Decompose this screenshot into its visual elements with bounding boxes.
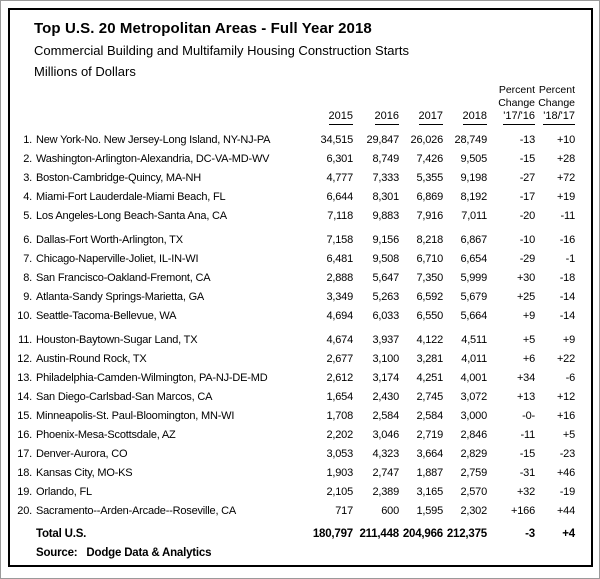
metro-name: Seattle-Tacoma-Bellevue, WA [36,310,177,322]
value-2018: 2,302 [460,505,487,517]
total-label: Total U.S. [36,528,87,540]
value-2018: 5,664 [460,310,487,322]
value-2017: 3,281 [416,353,443,365]
value-2015: 34,515 [320,134,353,146]
pct-label-line2: Change [498,97,535,109]
value-2017: 6,550 [416,310,443,322]
data-table-frame [8,8,593,567]
pct-change-18-17: +44 [556,505,575,517]
metro-rank: 2. [23,153,32,165]
value-2017: 7,426 [416,153,443,165]
pct-change-18-17: +28 [556,153,575,165]
table-row [17,483,575,502]
value-2015: 2,888 [326,272,353,284]
metro-name: Philadelphia-Camden-Wilmington, PA-NJ-DE-MD [36,372,268,384]
value-2018: 5,999 [460,272,487,284]
pct-change-17-16: +9 [522,310,535,322]
value-2018: 6,654 [460,253,487,265]
page-subtitle: Commercial Building and Multifamily Housing Construction Starts [34,43,409,58]
metro-rank: 7. [23,253,32,265]
value-2018: 3,072 [460,391,487,403]
metro-rank: 1. [23,134,32,146]
pct-change-18-17: +46 [556,467,575,479]
value-2017: 1,595 [416,505,443,517]
page-title: Top U.S. 20 Metropolitan Areas - Full Year 2018 [34,20,372,37]
value-2018: 4,011 [461,353,487,365]
pct-change-18-17: -19 [559,486,575,498]
pct-change-17-16: +166 [511,505,535,517]
pct-change-18-17: +16 [556,410,575,422]
value-2017: 8,218 [416,234,443,246]
value-2015: 717 [335,505,353,517]
pct-change-17-16: -15 [519,153,535,165]
value-2016: 9,883 [372,210,399,222]
value-2016: 3,046 [372,429,399,441]
metro-name: Sacramento--Arden-Arcade--Roseville, CA [36,505,237,517]
value-2016: 9,508 [372,253,399,265]
metro-name: Dallas-Fort Worth-Arlington, TX [36,234,183,246]
value-2015: 3,349 [326,291,353,303]
value-2017: 2,745 [416,391,443,403]
value-2017: 2,584 [416,410,443,422]
table-row [17,388,575,407]
value-2016: 600 [381,505,399,517]
pct-change-17-16: +32 [516,486,535,498]
metro-rank: 6. [23,234,32,246]
pct-change-17-16: -13 [519,134,535,146]
value-2015: 4,694 [326,310,353,322]
metro-name: Denver-Aurora, CO [36,448,128,460]
pct-change-18-17: -1 [565,253,575,265]
pct-change-17-16: +25 [516,291,535,303]
table-row [17,207,575,226]
value-2017: 4,251 [416,372,443,384]
metro-rank: 16. [17,429,32,441]
value-2018: 4,001 [460,372,487,384]
pct-change-17-16: -11 [520,429,535,441]
source-value: Dodge Data & Analytics [86,547,212,559]
pct-change-18-17: +22 [556,353,575,365]
value-2015: 7,158 [326,234,353,246]
value-2015: 2,202 [326,429,353,441]
pct-change-17-16: +30 [516,272,535,284]
table-header-row [17,84,575,125]
value-2015: 6,644 [326,191,353,203]
value-2015: 1,903 [326,467,353,479]
value-2018: 5,679 [460,291,487,303]
value-2016: 3,174 [372,372,399,384]
column-header-pct-change-17-16 [487,84,535,125]
metro-name: Austin-Round Rock, TX [36,353,147,365]
metro-rank: 19. [17,486,32,498]
pct-change-18-17: +19 [556,191,575,203]
metro-name: Chicago-Naperville-Joliet, IL-IN-WI [36,253,199,265]
value-2017: 6,869 [416,191,443,203]
value-2015: 6,301 [326,153,353,165]
value-2016: 6,033 [372,310,399,322]
pct-change-18-17: -23 [559,448,575,460]
value-2015: 4,674 [326,334,353,346]
metro-rank: 14. [17,391,32,403]
pct-change-18-17: -18 [559,272,575,284]
pct-change-17-16: -17 [519,191,535,203]
pct-label-line1: Percent [498,84,535,96]
table-row [17,369,575,388]
metro-name: Orlando, FL [36,486,92,498]
pct-period-label: '18/'17 [543,110,575,125]
value-2015: 2,677 [326,353,353,365]
value-2018: 2,846 [460,429,487,441]
value-2018: 3,000 [460,410,487,422]
value-2018: 2,759 [460,467,487,479]
units-label: Millions of Dollars [34,64,136,79]
value-2016: 8,301 [372,191,399,203]
value-2015: 2,612 [326,372,353,384]
value-2017: 1,887 [416,467,443,479]
pct-change-17-16: -27 [519,172,535,184]
pct-change-18-17: +9 [562,334,575,346]
value-2017: 3,165 [416,486,443,498]
source-label: Source: [36,547,78,559]
pct-change-18-17: -14 [559,310,575,322]
pct-change-18-17: -16 [559,234,575,246]
value-2017: 4,122 [416,334,443,346]
metro-rank: 11. [18,334,32,346]
pct-change-18-17: +10 [556,134,575,146]
value-2018: 6,867 [460,234,487,246]
value-2015: 2,105 [326,486,353,498]
value-2018: 9,505 [460,153,487,165]
column-header-2015: 2015 [303,110,353,125]
value-2015: 7,118 [327,210,353,222]
metro-rank: 10. [17,310,32,322]
value-2016: 3,100 [372,353,399,365]
value-2017: 2,719 [416,429,443,441]
metro-name: New York-No. New Jersey-Long Island, NY-NJ-PA [36,134,271,146]
table-row [17,150,575,169]
table-row [17,288,575,307]
value-2016: 4,323 [372,448,399,460]
metro-name: Los Angeles-Long Beach-Santa Ana, CA [36,210,227,222]
pct-change-17-16: -15 [519,448,535,460]
pct-change-18-17: -6 [565,372,575,384]
value-2017: 5,355 [416,172,443,184]
value-2016: 3,937 [372,334,399,346]
total-value-2016: 211,448 [359,528,399,540]
value-2016: 2,747 [372,467,399,479]
value-2016: 7,333 [372,172,399,184]
value-2018: 8,192 [460,191,487,203]
pct-period-label: '17/'16 [503,110,535,125]
total-row [17,525,575,544]
total-value-2018: 212,375 [446,528,487,540]
table-row [17,445,575,464]
metro-name: Houston-Baytown-Sugar Land, TX [36,334,198,346]
table-row [17,350,575,369]
metro-rank: 15. [17,410,32,422]
value-2018: 9,198 [460,172,487,184]
value-2016: 2,430 [372,391,399,403]
metro-name: Miami-Fort Lauderdale-Miami Beach, FL [36,191,226,203]
pct-label-line1: Percent [538,84,575,96]
table-row [17,131,575,150]
metro-rank: 13. [17,372,32,384]
metro-name: Kansas City, MO-KS [36,467,133,479]
column-header-2016: 2016 [353,110,399,125]
pct-change-18-17: +72 [556,172,575,184]
value-2016: 2,389 [372,486,399,498]
metro-rank: 12. [17,353,32,365]
pct-change-18-17: +12 [556,391,575,403]
value-2016: 5,263 [372,291,399,303]
pct-change-18-17: -14 [559,291,575,303]
total-rank-spacer [17,525,32,544]
table-row [17,331,575,350]
pct-change-17-16: +6 [522,353,535,365]
value-2016: 2,584 [372,410,399,422]
value-2016: 9,156 [372,234,399,246]
value-2017: 7,350 [416,272,443,284]
pct-change-17-16: -0- [522,410,535,422]
pct-change-17-16: -20 [519,210,535,222]
metro-name: Washington-Arlington-Alexandria, DC-VA-MD-WV [36,153,270,165]
value-2018: 28,749 [454,134,487,146]
value-2015: 1,708 [326,410,353,422]
metro-rank: 18. [17,467,32,479]
column-header-2018: 2018 [443,110,487,125]
metro-rank: 4. [23,191,32,203]
total-value-2015: 180,797 [312,528,353,540]
value-2015: 1,654 [326,391,353,403]
metro-name: Minneapolis-St. Paul-Bloomington, MN-WI [36,410,235,422]
pct-change-18-17: -11 [560,210,575,222]
value-2017: 6,592 [416,291,443,303]
table-row [17,269,575,288]
column-header-pct-change-18-17 [535,84,575,125]
pct-change-17-16: -10 [519,234,535,246]
source-line [17,544,575,563]
column-header-2017: 2017 [399,110,443,125]
pct-change-17-16: +5 [522,334,535,346]
table-row [17,407,575,426]
value-2015: 3,053 [326,448,353,460]
metro-rank: 5. [23,210,32,222]
value-2015: 6,481 [326,253,353,265]
pct-change-17-16: -29 [519,253,535,265]
value-2017: 26,026 [410,134,443,146]
value-2016: 29,847 [366,134,399,146]
pct-change-17-16: +34 [516,372,535,384]
title-block [34,18,575,82]
metro-rank: 8. [23,272,32,284]
metro-name: Boston-Cambridge-Quincy, MA-NH [36,172,201,184]
value-2016: 5,647 [372,272,399,284]
value-2018: 4,511 [461,334,487,346]
metro-name: Phoenix-Mesa-Scottsdale, AZ [36,429,176,441]
metro-name: San Diego-Carlsbad-San Marcos, CA [36,391,213,403]
table-row [17,464,575,483]
metro-rank: 20. [17,505,32,517]
value-2017: 3,664 [416,448,443,460]
table-row [17,307,575,326]
table-rows [17,131,575,521]
metro-name: San Francisco-Oakland-Fremont, CA [36,272,211,284]
table-row [17,502,575,521]
value-2018: 2,829 [460,448,487,460]
value-2015: 4,777 [326,172,353,184]
value-2018: 2,570 [460,486,487,498]
pct-change-17-16: -31 [519,467,535,479]
pct-label-line2: Change [538,97,575,109]
value-2016: 8,749 [372,153,399,165]
pct-change-18-17: +5 [562,429,575,441]
metro-rank: 17. [17,448,32,460]
total-value-2017: 204,966 [402,528,443,540]
metro-rank: 3. [23,172,32,184]
metro-rank: 9. [23,291,32,303]
value-2017: 7,916 [416,210,443,222]
table-row [17,231,575,250]
table-row [17,250,575,269]
total-pct-change-17-16: -3 [525,528,535,540]
table-row [17,426,575,445]
metro-name: Atlanta-Sandy Springs-Marietta, GA [36,291,205,303]
table-row [17,188,575,207]
value-2017: 6,710 [416,253,443,265]
total-pct-change-18-17: +4 [562,528,575,540]
value-2018: 7,011 [461,210,487,222]
pct-change-17-16: +13 [516,391,535,403]
table-row [17,169,575,188]
